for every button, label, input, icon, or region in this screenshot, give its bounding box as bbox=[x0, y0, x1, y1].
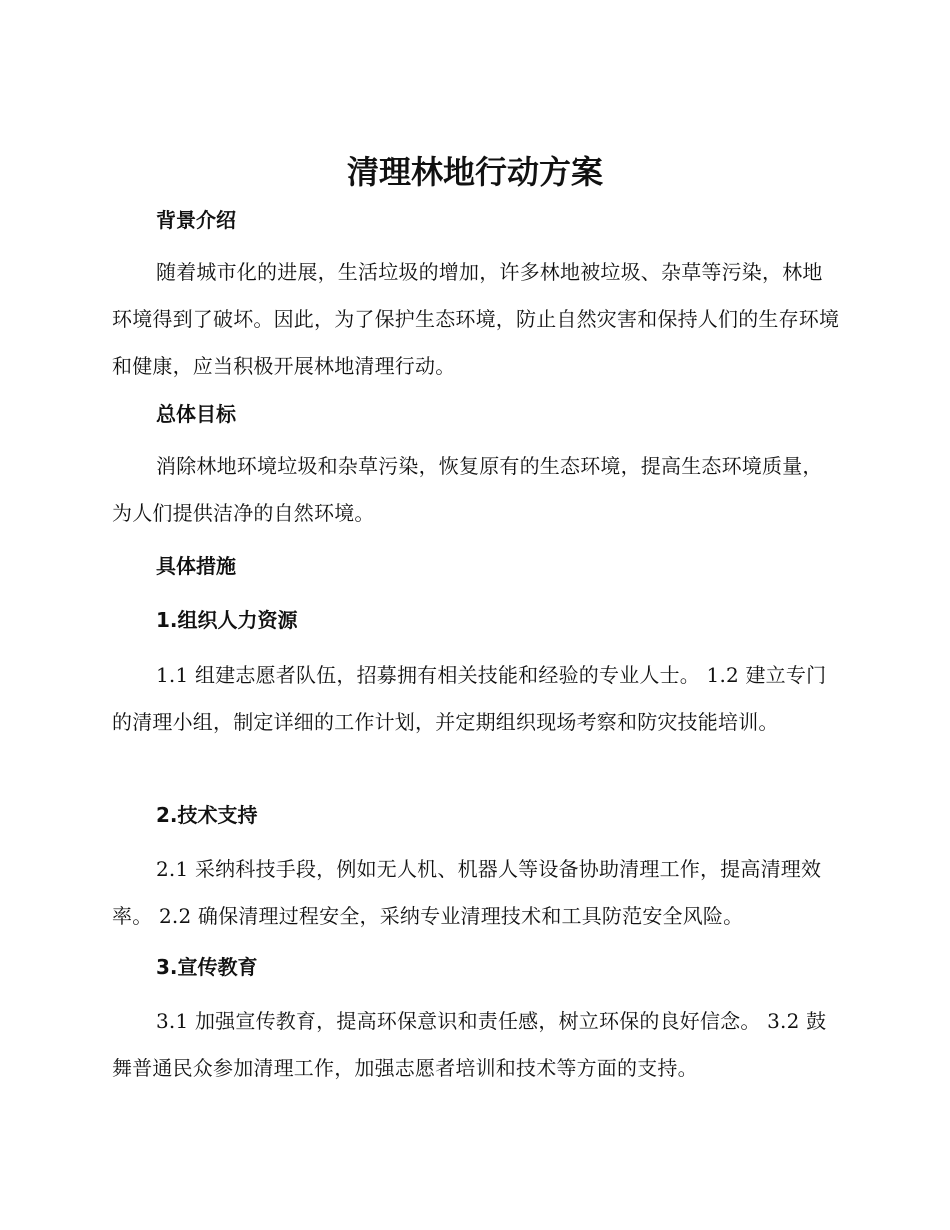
section-heading-background: 背景介绍 bbox=[156, 208, 236, 232]
section-paragraph-education: 3.1 加强宣传教育，提高环保意识和责任感，树立环保的良好信念。 3.2 鼓舞普通民众参加清理工作，加强志愿者培训和技术等方面的支持。 bbox=[112, 1009, 827, 1080]
section-heading-education: 3.宣传教育 bbox=[156, 955, 258, 979]
section-paragraph-background: 随着城市化的进展，生活垃圾的增加，许多林地被垃圾、杂草等污染，林地环境得到了破坏。因此，为了保护生态环境，防止自然灾害和保持人们的生存环境和健康，应当积极开展林地清理行动。 bbox=[112, 260, 840, 378]
section-heading-human-resources: 1.组织人力资源 bbox=[156, 608, 298, 632]
section-paragraph-human-resources: 1.1 组建志愿者队伍，招募拥有相关技能和经验的专业人士。 1.2 建立专门的清理小组，制定详细的工作计划，并定期组织现场考察和防灾技能培训。 bbox=[112, 663, 827, 734]
section-heading-goals: 总体目标 bbox=[156, 402, 236, 426]
section-heading-technical-support: 2.技术支持 bbox=[156, 803, 258, 827]
section-paragraph-goals: 消除林地环境垃圾和杂草污染，恢复原有的生态环境，提高生态环境质量，为人们提供洁净的自然环境。 bbox=[112, 454, 823, 525]
document-title: 清理林地行动方案 bbox=[346, 153, 603, 191]
section-paragraph-technical-support: 2.1 采纳科技手段，例如无人机、机器人等设备协助清理工作，提高清理效率。 2.2 确保清理过程安全，采纳专业清理技术和工具防范安全风险。 bbox=[112, 857, 822, 928]
section-heading-measures: 具体措施 bbox=[156, 554, 236, 578]
